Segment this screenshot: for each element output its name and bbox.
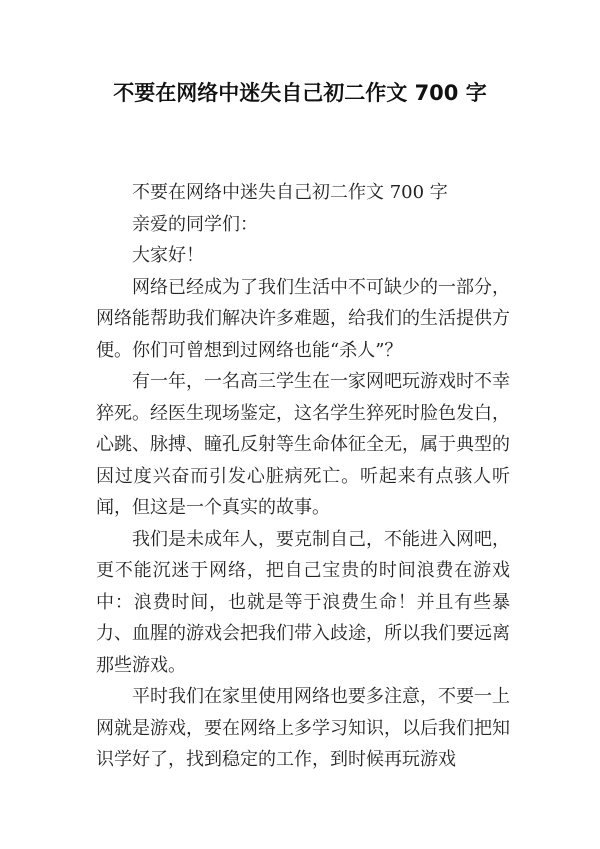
paragraph: 有一年，一名高三学生在一家网吧玩游戏时不幸猝死。经医生现场鉴定，这名学生猝死时脸色发白，心跳、脉搏、瞳孔反射等生命体征全无，属于典型的因过度兴奋而引发心脏病死亡。听起来有点骇人听闻，但这是一个真实的故事。 [96,371,510,518]
paragraph: 大家好！ [132,245,204,266]
document-body [96,177,510,776]
paragraph: 我们是未成年人，要克制自己，不能进入网吧，更不能沉迷于网络，把自己宝贵的时间浪费在游戏中：浪费时间，也就是等于浪费生命！并且有些暴力、血腥的游戏会把我们带入歧途，所以我们要远离那些游戏。 [96,528,510,676]
paragraph: 不要在网络中迷失自己初二作文 700 字 [132,182,448,203]
paragraph: 网络已经成为了我们生活中不可缺少的一部分，网络能帮助我们解决许多难题，给我们的生活提供方便。你们可曾想到过网络也能“杀人”？ [96,276,510,361]
document-title: 不要在网络中迷失自己初二作文 700 字 [113,81,487,105]
paragraph: 亲爱的同学们： [132,213,258,235]
paragraph: 平时我们在家里使用网络也要多注意，不要一上网就是游戏，要在网络上多学习知识，以后我们把知识学好了，找到稳定的工作，到时候再玩游戏 [96,686,510,770]
